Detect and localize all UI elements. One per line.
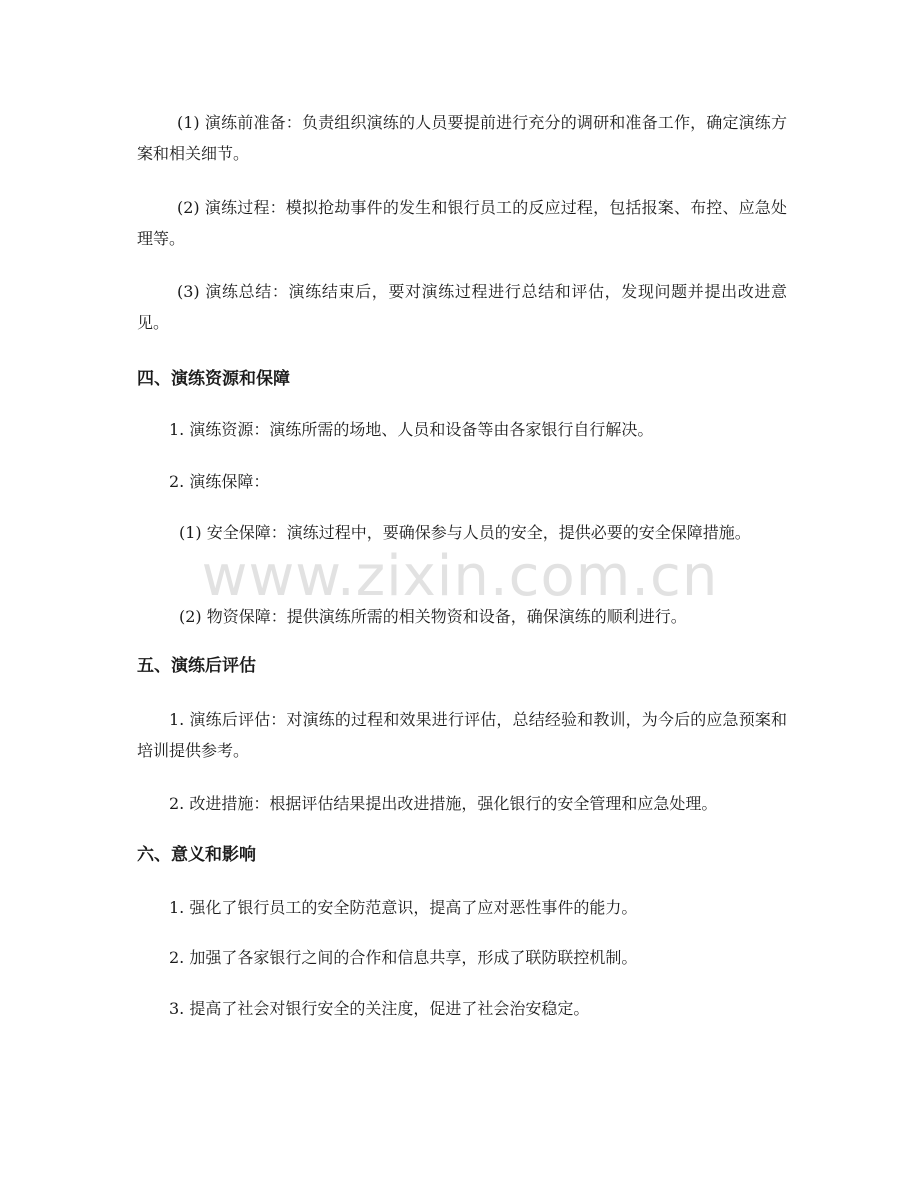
paragraph-guarantee: 2. 演练保障： [169,472,270,491]
paragraph-safety: (1) 安全保障：演练过程中，要确保参与人员的安全，提供必要的安全保障措施。 [179,523,751,542]
paragraph-post-evaluation: 1. 演练后评估：对演练的过程和效果进行评估，总结经验和教训，为今后的应急预案和培训提供参考。 [137,710,787,760]
section-heading-significance: 六、意义和影响 [137,845,256,865]
paragraph-social: 3. 提高了社会对银行安全的关注度，促进了社会治安稳定。 [169,999,590,1018]
paragraph-prep: (1) 演练前准备：负责组织演练的人员要提前进行充分的调研和准备工作，确定演练方案和相关细节。 [137,113,787,163]
paragraph-summary: (3) 演练总结：演练结束后，要对演练过程进行总结和评估，发现问题并提出改进意见。 [137,282,787,332]
paragraph-improvement: 2. 改进措施：根据评估结果提出改进措施，强化银行的安全管理和应急处理。 [169,794,718,813]
section-heading-evaluation: 五、演练后评估 [137,656,256,676]
paragraph-materials: (2) 物资保障：提供演练所需的相关物资和设备，确保演练的顺利进行。 [179,607,687,626]
paragraph-awareness: 1. 强化了银行员工的安全防范意识，提高了应对恶性事件的能力。 [169,898,638,917]
paragraph-cooperation: 2. 加强了各家银行之间的合作和信息共享，形成了联防联控机制。 [169,948,638,967]
watermark: www.zixin.com.cn [201,544,719,609]
paragraph-resources: 1. 演练资源：演练所需的场地、人员和设备等由各家银行自行解决。 [169,420,654,439]
paragraph-process: (2) 演练过程：模拟抢劫事件的发生和银行员工的反应过程，包括报案、布控、应急处理等。 [137,198,787,248]
section-heading-resources: 四、演练资源和保障 [137,369,290,389]
